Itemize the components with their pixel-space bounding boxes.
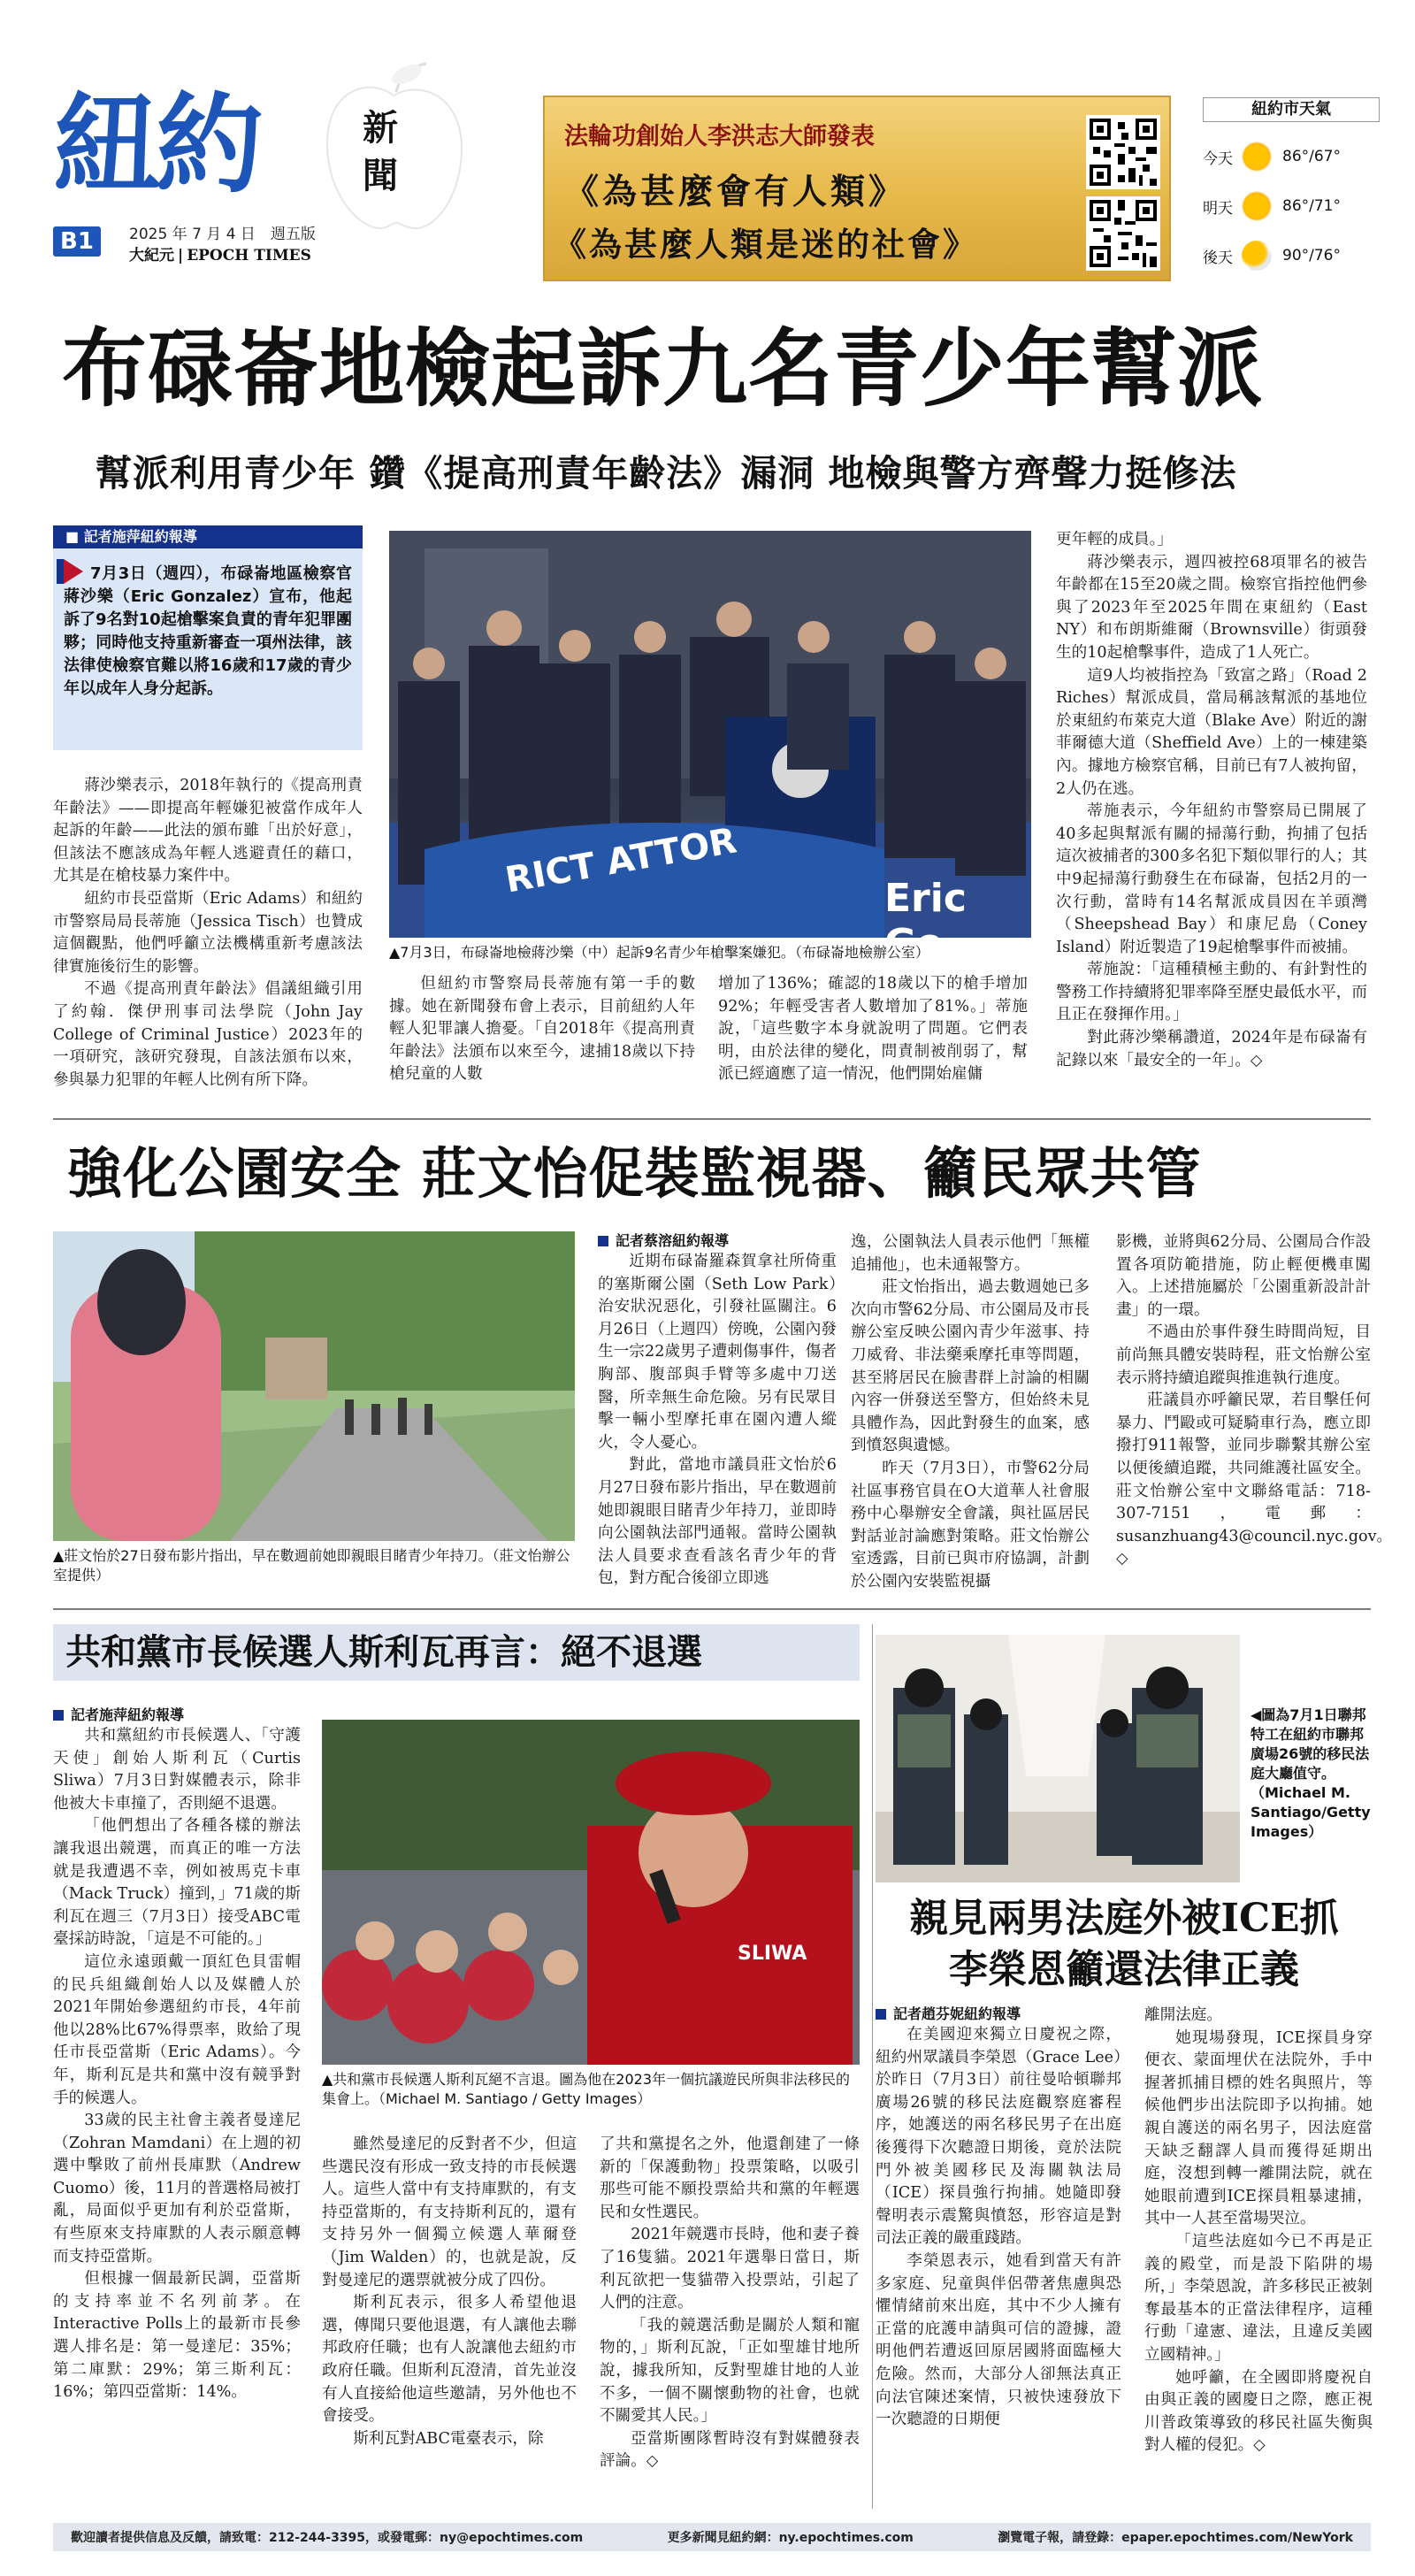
story4-headline: 親見兩男法庭外被ICE抓 李榮恩籲還法律正義 [909, 1896, 1339, 1992]
divider [53, 1608, 1371, 1610]
story2-photo [53, 1231, 575, 1541]
byline: ■ 記者施萍紐約報導 [53, 525, 363, 548]
qr-code-icon[interactable] [1086, 115, 1160, 189]
weather-row [1203, 235, 1380, 276]
weather-day: 明天 [1203, 199, 1233, 218]
story3-caption: ▲共和黨市長候選人斯利瓦絕不言退。圖為他在2023年一個抗議遊民所與非法移民的集會上。（Michael M. Santiago / Getty Images） [322, 2071, 851, 2107]
lede-text: 7月3日（週四），布碌崙地區檢察官蔣沙樂（Eric Gonzalez）宣布，他起訴了9名對10起槍擊案負責的青年犯罪團夥；同時他支持重新審查一項州法律，該法律使檢察官難以將16歲和17歲的青少年以成年人身分起訴。 [53, 548, 363, 701]
issue-date: 2025 年 7 月 4 日 週五版 [129, 226, 316, 243]
paper-name: 大紀元 | EPOCH TIMES [129, 247, 311, 264]
footer-bar [53, 2523, 1371, 2551]
story1-subhead: 幫派利用青少年 鑽《提高刑責年齡法》漏洞 地檢與警方齊聲力挺修法 [96, 452, 1237, 494]
weather-day: 後天 [1203, 249, 1233, 267]
byline: 記者蔡溶紐約報導 [598, 1231, 837, 1251]
divider [53, 1118, 1371, 1120]
weather-temp: 90°/76° [1282, 247, 1341, 264]
story1-col1: 蔣沙樂表示，2018年執行的《提高刑責年齡法》——即提高年輕嫌犯被當作成年人起訴的年齡——此法的頒布雖「出於好意」，但該法不應該成為年輕人逃避責任的藉口，尤其是在槍枝暴力案件中。 紐約市長亞當斯（Eric Adams）和紐約市警察局局長蒂施（Jessica Tisch）也贊成這個觀點，他們呼籲立法機構重新考慮該法律實施後衍生的影響。 不過《提高刑責年齡法》倡議組織引用了約翰．傑伊刑事司法學院（John Jay College of Criminal Justice）2023年的一項研究，該研究發現，自該法頒布以來，參與暴力犯罪的年輕人比例有所下降。 [53, 777, 363, 1089]
ad-line2: 《為甚麼人類是迷的社會》 [554, 225, 978, 264]
weather-box [1203, 97, 1380, 285]
footer-epaper[interactable]: 瀏覽電子報，請登錄：epaper.epochtimes.com/NewYork [998, 2531, 1353, 2545]
qr-code-icon[interactable] [1086, 196, 1160, 271]
podium-text: RICT ATTOR [502, 820, 740, 901]
sun-icon [1242, 191, 1272, 221]
story3-headline: 共和黨市長候選人斯利瓦再言：絕不退選 [65, 1631, 702, 1673]
byline: 記者施萍紐約報導 [53, 1706, 301, 1725]
story3-col2: 雖然曼達尼的反對者不少，但這些選民沒有形成一致支持的市長候選人。這些人當中有支持庫默的，有支持亞當斯的，有支持斯利瓦的，還有支持另外一個獨立候選人華爾登（Jim Walden）的，也就是說，反對曼達尼的選票就被分成了四份。 斯利瓦表示，很多人希望他退選，傳聞只要他退選，有人讓他去聯邦政府任職；也有人說讓他去紐約市政府任職。但斯利瓦澄清，首先並沒有人直接給他這些邀請，另外他也不會接受。 斯利瓦對ABC電臺表示，除 [322, 2135, 577, 2448]
story3-headline-box [53, 1624, 860, 1681]
footer-website[interactable]: 更多新聞見紐約網：ny.epochtimes.com [667, 2531, 914, 2545]
cap-text: SLIWA [738, 1943, 807, 1965]
play-icon [64, 559, 83, 584]
masthead-sub: 新 聞 [363, 107, 398, 196]
footer-contact[interactable]: 歡迎讀者提供信息及反饋，請致電：212-244-3395，或發電郵：ny@epochtimes.com [71, 2531, 584, 2545]
ad-line1: 《為甚麼會有人類》 [564, 172, 907, 212]
weather-temp: 86°/71° [1282, 197, 1341, 215]
ad-banner[interactable] [543, 96, 1171, 281]
weather-row [1203, 136, 1380, 177]
byline: 記者趙芬妮紐約報導 [876, 2005, 1121, 2024]
park-image [53, 1231, 575, 1541]
story2-headline: 強化公園安全 莊文怡促裝監視器、籲民眾共管 [67, 1141, 1202, 1206]
ad-headline: 法輪功創始人李洪志大師發表 [564, 123, 875, 150]
story1-caption: ▲7月3日，布碌崙地檢蔣沙樂（中）起訴9名青少年槍擊案嫌犯。（布碌崙地檢辦公室） [389, 944, 929, 961]
story3-col1: 記者施萍紐約報導 共和黨紐約市長候選人、「守護天使」創始人斯利瓦（Curtis Sliwa）7月3日對媒體表示，除非他被大卡車撞了，否則絕不退選。 「他們想出了各種各樣的辦法讓我退出競選，而真正的唯一方法就是我遭遇不幸，例如被馬克卡車（Mack Truck）撞到，」71歲的斯利瓦在週三（7月3日）接受ABC電臺採訪時說，「這是不可能的。」 這位永遠頭戴一頂紅色貝雷帽的民兵組織創始人以及媒體人於2021年開始參選紐約市長，4年前他以28%比67%得票率，敗給了現任市長亞當斯（Eric Adams）。今年，斯利瓦是共和黨中沒有競爭對手的候選人。 33歲的民主社會主義者曼達尼（Zohran Mamdani）在上週的初選中擊敗了前州長庫默（Andrew Cuomo）後，11月的普選格局被打亂，局面似乎更加有利於亞當斯，有些原來支持庫默的人表示願意轉而支持亞當斯。 但根據一個最新民調，亞當斯的支持率並不名列前茅。在Interactive Polls上的最新市長參選人排名是：第一曼達尼：35%；第二庫默：29%；第三斯利瓦：16%；第四亞當斯：14%。 [53, 1706, 301, 2402]
sun-icon [1242, 142, 1272, 172]
weather-temp: 86°/67° [1282, 148, 1341, 165]
masthead [53, 34, 531, 265]
weather-title: 紐約市天氣 [1203, 97, 1380, 122]
story1-col3: 增加了136%；確認的18歲以下的槍手增加92%；年輕受害者人數增加了81%。」蒂施說，「這些數字本身就說明了問題。它們表明，由於法律的變化，問責制被削弱了，幫派已經適應了這一情況，他們開始雇傭 [718, 975, 1028, 1084]
story4-col2: 離開法庭。 她現場發現，ICE探員身穿便衣、蒙面埋伏在法院外，手中握著抓捕目標的姓名與照片，等候他們步出法院即予以拘捕。她親自護送的兩名男子，因法庭當天缺乏翻譯人員而獲得延期出庭，沒想到轉一離開法院，就在她眼前遭到ICE探員粗暴逮捕，其中一人甚至當場哭泣。 「這些法庭如今已不再是正義的殿堂，而是設下陷阱的場所，」李榮恩說，許多移民正被剝奪最基本的正當法律程序，這種行動「違憲、違法，且違反美國立國精神。」 她呼籲，在全國即將慶祝自由與正義的國慶日之際，應正視川普政策導致的移民社區失衡與對人權的侵犯。◇ [1144, 2006, 1373, 2455]
story1-col4: 更年輕的成員。」 蔣沙樂表示，週四被控68項罪名的被告年齡都在15至20歲之間。檢察官指控他們參與了2023年至2025年間在東紐約（East NY）和布朗斯維爾（Brownsville）街頭發生的10起槍擊事件，造成了1人死亡。 這9人均被指控為「致富之路」（Road 2 Riches）幫派成員，當局稱該幫派的基地位於東紐約布萊克大道（Blake Ave）附近的謝菲爾德大道（Sheffield Ave）上的一棟建築內。據地方檢察官稱，目前已有7人被拘留，2人仍在逃。 蒂施表示，今年紐約市警察局已開展了40多起與幫派有關的掃蕩行動，拘捕了包括這次被捕者的300多名犯下類似罪行的人；其中9起掃蕩行動發生在布碌崙，包括2月的一次行動，當時有14名幫派成員因在羊頭灣（Sheepshead Bay）和康尼島（Coney Island）附近製造了19起槍擊事件而被捕。 蒂施說：「這種積極主動的、有針對性的警務工作持續將犯罪率降至歷史最低水平，而且正在發揮作用。」 對此蔣沙樂稱讚道，2024年是布碌崙有記錄以來「最安全的一年」。◇ [1056, 531, 1367, 1070]
story4-photo [876, 1635, 1240, 1882]
story2-col1: 記者蔡溶紐約報導 近期布碌崙羅森賀拿社所倚重的塞斯爾公園（Seth Low Park）治安狀況惡化，引發社區關注。6月26日（上週四）傍晚，公園內發生一宗22歲男子遭刺傷事件，傷者胸部、腹部與手臂等多處中刀送醫，所幸無生命危險。另有民眾目擊一輛小型摩托車在園內遭人縱火，令人憂心。 對此，當地市議員莊文怡於6月27日發布影片指出，早在數週前她即親眼目睹青少年持刀，並即時向公園執法部門通報。當時公園執法人員要求查看該名青少年的背包，對方配合後卻立即逃 [598, 1232, 837, 1588]
ice-agents-image [876, 1635, 1240, 1882]
story2-col2: 逸，公園執法人員表示他們「無權追捕他」，也未通報警方。 莊文怡指出，過去數週她已多次向市警62分局、市公園局及市長辦公室反映公園內青少年滋事、持刀威脅、非法藥乘摩托車等問題，甚至將居民在臉書群上討論的相關內容一併發送至警方，但始終未見具體作為，因此對發生的血案，感到憤怒與遺憾。 昨天（7月3日），市警62分局社區事務官員在O大道華人社會服務中心舉辦安全會議，與社區居民對話並討論應對策略。莊文怡辦公室透露，目前已與市府協調，計劃於公園內安裝監視攝 [851, 1233, 1090, 1591]
story1-headline: 布碌崙地檢起訴九名青少年幫派 [62, 318, 1263, 418]
weather-day: 今天 [1203, 150, 1233, 168]
masthead-title: 紐約 [53, 80, 258, 208]
story4-col1: 記者趙芬妮紐約報導 在美國迎來獨立日慶祝之際，紐約州眾議員李榮恩（Grace Lee）於昨日（7月3日）前往曼哈頓聯邦廣場26號的移民法庭觀察庭審程序，她護送的兩名移民男子在出庭後獲得下次聽證日期後，竟於法院門外被美國移民及海關執法局（ICE）探員強行拘捕。她隨即發聲明表示震驚與憤怒，形容這是對司法正義的嚴重踐踏。 李榮恩表示，她看到當天有許多家庭、兒童與伴侶帶著焦慮與恐懼情緒前來出庭，其中不少人擁有正當的庇護申請與可信的證據，證明他們若遭返回原居國將面臨極大危險。然而，大部分人卻無法真正向法官陳述案情，只被快速發放下一次聽證的日期便 [876, 2005, 1121, 2429]
column-divider [872, 1624, 873, 2509]
story1-col2: 但紐約市警察局長蒂施有第一手的數據。她在新聞發布會上表示，目前紐約人年輕人犯罪讓人擔憂。「自2018年《提高刑責年齡法》法頒布以來至今，逮捕18歲以下持槍兒童的人數 [389, 975, 695, 1084]
banner-text: Eric Go [884, 876, 967, 966]
sun-cloud-icon [1242, 241, 1272, 271]
rally-image [322, 1720, 860, 2065]
weather-row [1203, 186, 1380, 226]
story2-caption: ▲莊文怡於27日發布影片指出，早在數週前她即親眼目睹青少年持刀。（莊文怡辦公室提供） [53, 1547, 570, 1583]
story1-lede-box [53, 525, 363, 750]
story4-caption: ◀圖為7月1日聯邦特工在紐約市聯邦廣場26號的移民法庭大廳值守。（Michael M. Santiago/Getty Images） [1251, 1706, 1371, 1840]
story3-photo [322, 1720, 860, 2065]
story3-col3: 了共和黨提名之外，他還創建了一條新的「保護動物」投票策略，以吸引那些可能不願投票給共和黨的年輕選民和女性選民。 2021年競選市長時，他和妻子養了16隻貓。2021年選舉日當日，斯利瓦欲把一隻貓帶入投票站，引起了人們的注意。 「我的競選活動是關於人類和寵物的，」斯利瓦說，「正如聖雄甘地所說，據我所知，反對聖雄甘地的人並不多，一個不關懷動物的社會，也就不關愛其人民。」 亞當斯團隊暫時沒有對媒體發表評論。◇ [600, 2135, 860, 2471]
section-badge: B1 [53, 226, 101, 257]
story2-col3: 影機，並將與62分局、公園局合作設置各項防範措施，防止輕便機車闖入。上述措施屬於「公園重新設計計畫」的一環。 不過由於事件發生時間尚短，目前尚無具體安裝時程，莊文怡辦公室表示將持續追蹤與推進執行進度。 莊議員亦呼籲民眾，若目擊任何暴力、鬥毆或可疑騎車行為，應立即撥打911報警，並同步聯繫其辦公室以便後續追蹤，共同維護社區安全。莊文怡辦公室中文聯絡電話：718-307-7151，電郵：susanzhuang43@council.nyc.gov。◇ [1116, 1233, 1393, 1568]
